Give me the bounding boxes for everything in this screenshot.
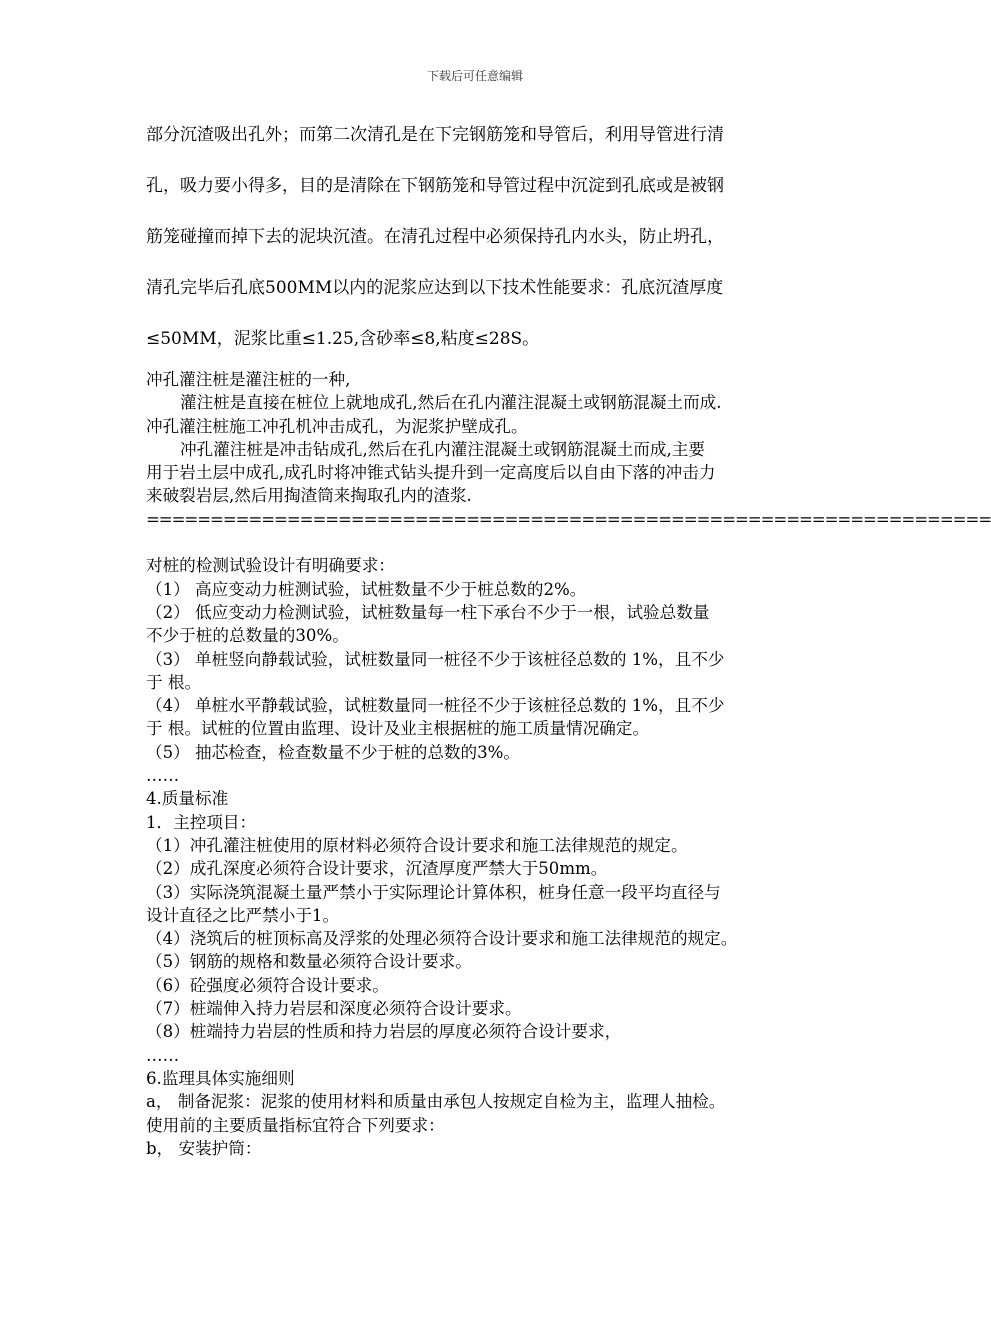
list-item: （1） 高应变动力桩测试验，试桩数量不少于桩总数的2%。: [146, 579, 587, 599]
subsection-heading: 1．主控项目：: [146, 812, 257, 832]
list-item: b， 安装护筒：: [146, 1138, 262, 1158]
text-line: 清孔完毕后孔底500MM以内的泥浆应达到以下技术性能要求：孔底沉渣厚度: [146, 278, 724, 298]
text-line: 冲孔灌注桩施工冲孔机冲击成孔，为泥浆护壁成孔。: [146, 416, 528, 436]
list-item: （2）成孔深度必须符合设计要求，沉渣厚度严禁大于50mm。: [146, 859, 608, 879]
page-header: 下载后可任意编辑: [426, 69, 523, 83]
text-line: 孔，吸力要小得多，目的是清除在下钢筋笼和导管过程中沉淀到孔底或是被钢: [146, 176, 724, 196]
section-heading: 4.质量标准: [146, 789, 229, 809]
spacer: [146, 531, 826, 554]
document-body: [146, 368, 991, 1160]
list-item: （5） 抽芯检查，检查数量不少于桩的总数的3%。: [146, 742, 521, 762]
text-line: 冲孔灌注桩是灌注桩的一种,: [146, 370, 351, 389]
list-item: （4）浇筑后的桩顶标高及浮浆的处理必须符合设计要求和施工法律规范的规定。: [146, 929, 738, 949]
list-item: （3） 单桩竖向静载试验，试桩数量同一桩径不少于该桩径总数的 1%，且不少: [146, 649, 725, 669]
list-item: a， 制备泥浆：泥浆的使用材料和质量由承包人按规定自检为主，监理人抽检。: [146, 1092, 726, 1112]
separator-line: ==================================================================: [146, 509, 991, 529]
text-line: 筋笼碰撞而掉下去的泥块沉渣。在清孔过程中必须保持孔内水头，防止坍孔，: [146, 227, 724, 247]
section-heading: 6.监理具体实施细则: [146, 1068, 295, 1088]
text-line: 灌注桩是直接在桩位上就地成孔,然后在孔内灌注混凝土或钢筋混凝土而成.: [180, 393, 722, 413]
list-item-continuation: 于 根。试桩的位置由监理、设计及业主根据桩的施工质量情况确定。: [146, 719, 650, 739]
ellipsis: ……: [146, 1045, 180, 1065]
list-item-continuation: 设计直径之比严禁小于1。: [146, 905, 340, 925]
slurry-cleaning-paragraph: [146, 122, 806, 377]
text-line: 用于岩土层中成孔,成孔时将冲锥式钻头提升到一定高度后以自由下落的冲击力: [146, 463, 716, 483]
list-item: （1）冲孔灌注桩使用的原材料必须符合设计要求和施工法律规范的规定。: [146, 835, 688, 855]
list-item: （6）砼强度必须符合设计要求。: [146, 975, 389, 995]
text-line: ≤50MM，泥浆比重≤1.25,含砂率≤8,粘度≤28S。: [146, 329, 540, 349]
list-item: （3）实际浇筑混凝土量严禁小于实际理论计算体积，桩身任意一段平均直径与: [146, 882, 721, 902]
ellipsis: ……: [146, 766, 180, 786]
section-heading: 对桩的检测试验设计有明确要求：: [146, 556, 395, 576]
text-line: 来破裂岩层,然后用掏渣筒来掏取孔内的渣浆.: [146, 486, 472, 506]
text-line: 冲孔灌注桩是冲击钻成孔,然后在孔内灌注混凝土或钢筋混凝土而成,主要: [180, 439, 705, 459]
list-item: （5）钢筋的规格和数量必须符合设计要求。: [146, 952, 472, 972]
list-item-continuation: 不少于桩的总数量的30%。: [146, 626, 349, 646]
list-item: （7）桩端伸入持力岩层和深度必须符合设计要求。: [146, 999, 522, 1019]
list-item: （4） 单桩水平静载试验，试桩数量同一桩径不少于该桩径总数的 1%，且不少: [146, 696, 725, 716]
text-line: 部分沉渣吸出孔外；而第二次清孔是在下完钢筋笼和导管后，利用导管进行清: [146, 125, 724, 145]
list-item: （8）桩端持力岩层的性质和持力岩层的厚度必须符合设计要求，: [146, 1022, 622, 1042]
list-item-continuation: 使用前的主要质量指标宜符合下列要求：: [146, 1115, 445, 1135]
list-item-continuation: 于 根。: [146, 672, 202, 692]
list-item: （2） 低应变动力检测试验，试桩数量每一柱下承台不少于一根，试验总数量: [146, 602, 710, 622]
